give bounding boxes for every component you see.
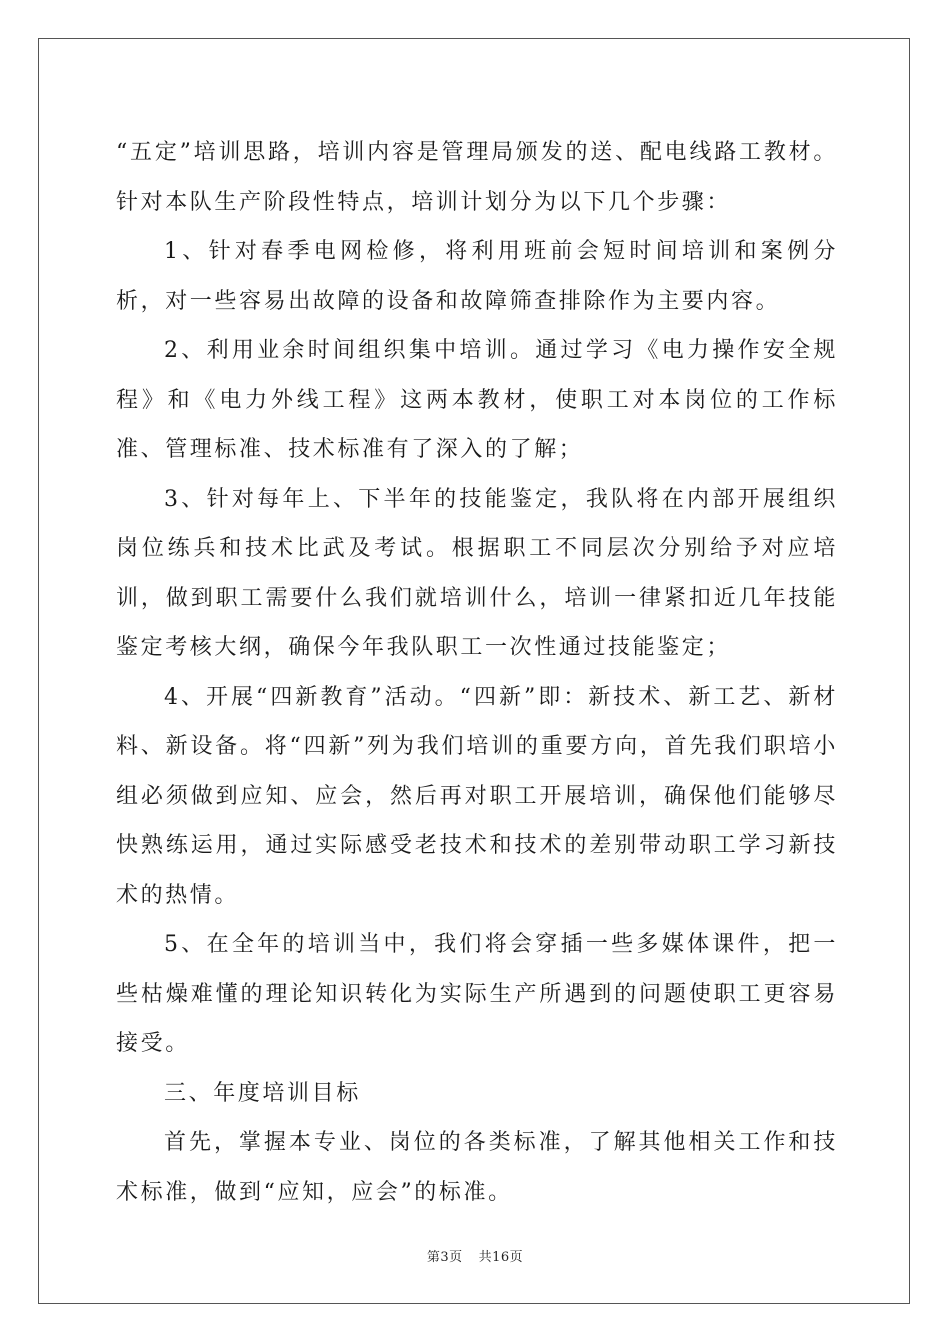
paragraph-step-2: 2、利用业余时间组织集中培训。通过学习《电力操作安全规程》和《电力外线工程》这两本教材，使职工对本岗位的工作标准、管理标准、技术标准有了深入的了解； [116, 338, 838, 462]
page-total: 共16页 [478, 1250, 524, 1265]
page-footer [0, 1246, 950, 1265]
document-body [116, 128, 838, 1217]
paragraph-step-3: 3、针对每年上、下半年的技能鉴定，我队将在内部开展组织岗位练兵和技术比武及考试。根据职工不同层次分别给予对应培训，做到职工需要什么我们就培训什么，培训一律紧扣近几年技能鉴定考核大纲，确保今年我队职工一次性通过技能鉴定； [116, 486, 838, 660]
paragraph-step-1: 1、针对春季电网检修，将利用班前会短时间培训和案例分析，对一些容易出故障的设备和故障筛查排除作为主要内容。 [116, 239, 838, 314]
paragraph-goal: 首先，掌握本专业、岗位的各类标准，了解其他相关工作和技术标准，做到“应知，应会”的标准。 [116, 1130, 838, 1205]
paragraph-step-4: 4、开展“四新教育”活动。“四新”即：新技术、新工艺、新材料、新设备。将“四新”列为我们培训的重要方向，首先我们职培小组必须做到应知、应会，然后再对职工开展培训，确保他们能够尽快熟练运用，通过实际感受老技术和技术的差别带动职工学习新技术的热情。 [116, 684, 838, 908]
page-number: 第3页 [426, 1250, 463, 1265]
section-heading: 三、年度培训目标 [164, 1080, 361, 1106]
paragraph-intro: “五定”培训思路，培训内容是管理局颁发的送、配电线路工教材。针对本队生产阶段性特点，培训计划分为以下几个步骤： [116, 140, 838, 215]
paragraph-step-5: 5、在全年的培训当中，我们将会穿插一些多媒体课件，把一些枯燥难懂的理论知识转化为实际生产所遇到的问题使职工更容易接受。 [116, 932, 838, 1056]
